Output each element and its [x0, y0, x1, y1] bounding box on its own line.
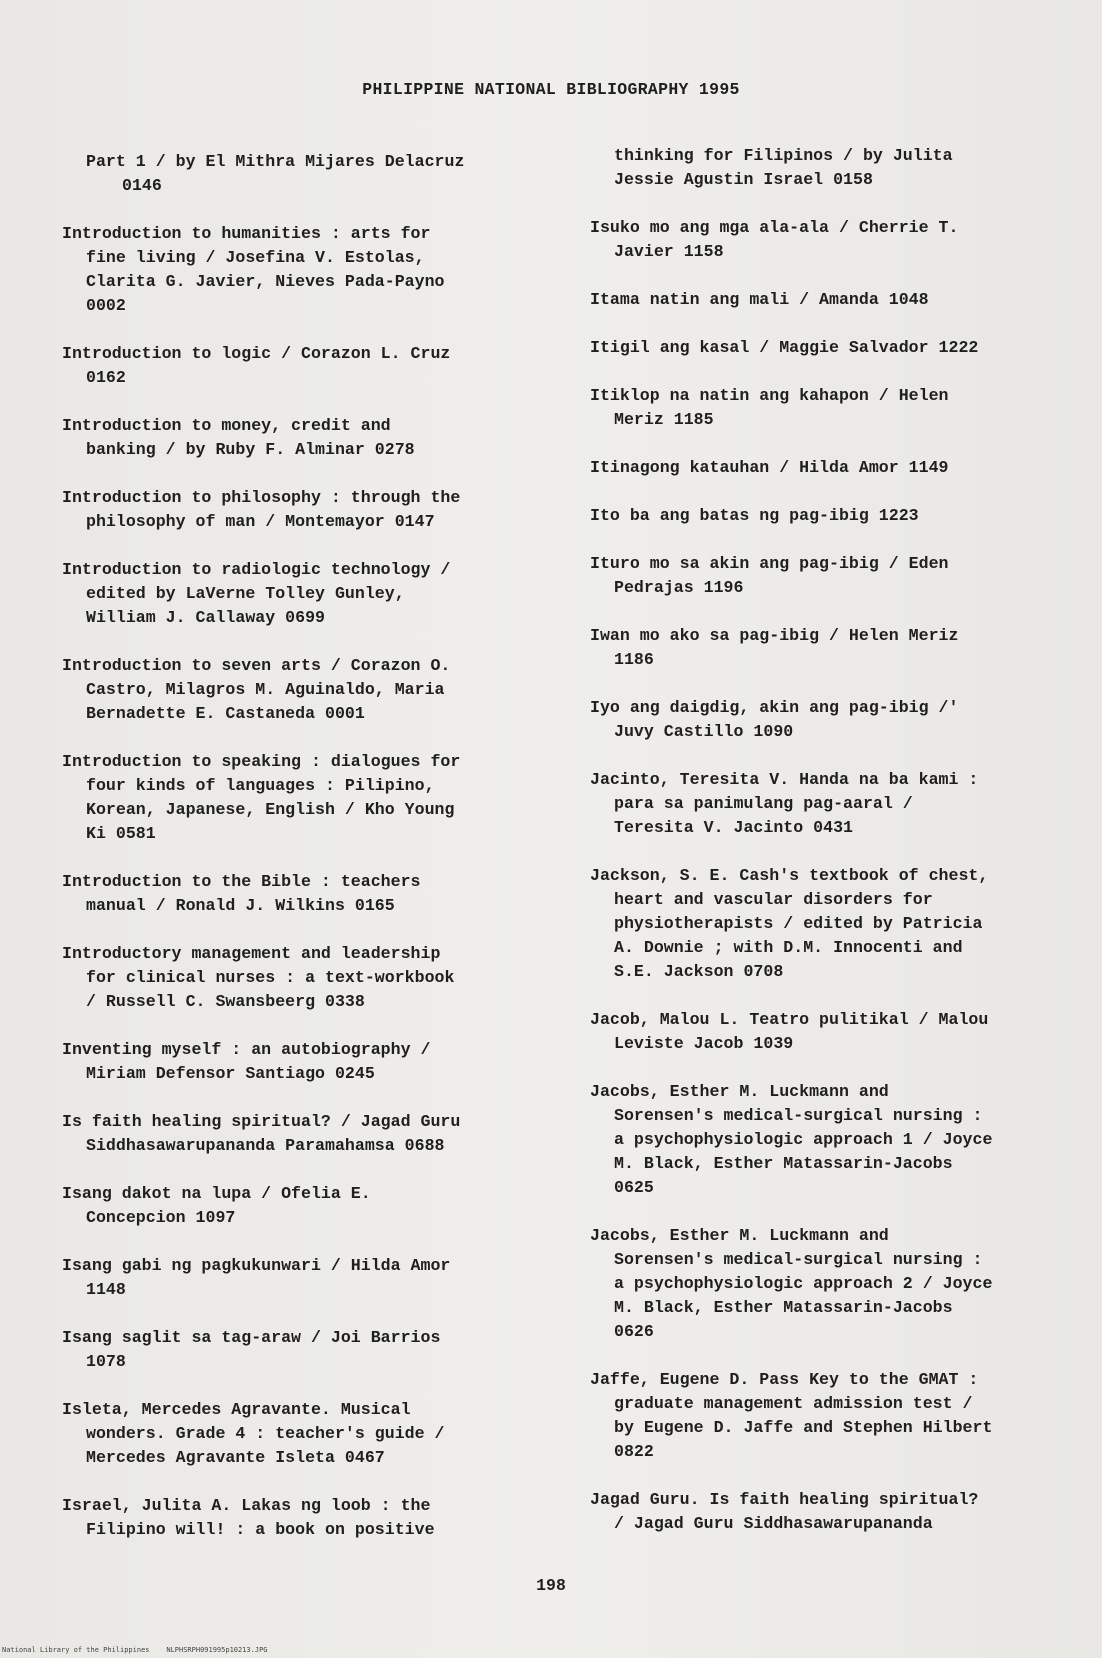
- entry-line: 0822: [614, 1442, 654, 1461]
- entry-line: a psychophysiologic approach 1 / Joyce: [614, 1130, 993, 1149]
- bibliography-entry: [590, 1368, 1090, 1464]
- entry-line: 1148: [86, 1280, 126, 1299]
- entry-line: Jacinto, Teresita V. Handa na ba kami :: [590, 770, 979, 789]
- entry-line: philosophy of man / Montemayor 0147: [86, 512, 435, 531]
- entry-line: Iwan mo ako sa pag-ibig / Helen Meriz: [590, 626, 959, 645]
- bibliography-entry: [62, 414, 554, 462]
- entry-line: manual / Ronald J. Wilkins 0165: [86, 896, 395, 915]
- entry-line: Isleta, Mercedes Agravante. Musical: [62, 1400, 411, 1419]
- entry-line: Ituro mo sa akin ang pag-ibig / Eden: [590, 554, 949, 573]
- right-column: [590, 144, 1090, 1560]
- bibliography-entry: [62, 222, 554, 318]
- entry-line: Jagad Guru. Is faith healing spiritual?: [590, 1490, 979, 1509]
- entry-line: Teresita V. Jacinto 0431: [614, 818, 853, 837]
- entry-line: for clinical nurses : a text-workbook: [86, 968, 455, 987]
- entry-line: Korean, Japanese, English / Kho Young: [86, 800, 455, 819]
- bibliography-entry: [590, 624, 1090, 672]
- entry-line: S.E. Jackson 0708: [614, 962, 784, 981]
- entry-line: wonders. Grade 4 : teacher's guide /: [86, 1424, 445, 1443]
- entry-line: para sa panimulang pag-aaral /: [614, 794, 913, 813]
- entry-line: 1078: [86, 1352, 126, 1371]
- entry-line: Clarita G. Javier, Nieves Pada-Payno: [86, 272, 445, 291]
- entry-line: Iyo ang daigdig, akin ang pag-ibig /': [590, 698, 959, 717]
- bibliography-entry: [590, 696, 1090, 744]
- entry-line: Isang saglit sa tag-araw / Joi Barrios: [62, 1328, 441, 1347]
- entry-line: 1186: [614, 650, 654, 669]
- entry-line: Introductory management and leadership: [62, 944, 441, 963]
- entry-line: Is faith healing spiritual? / Jagad Guru: [62, 1112, 461, 1131]
- bibliography-entry: [62, 1326, 554, 1374]
- entry-line: Jacob, Malou L. Teatro pulitikal / Malou: [590, 1010, 989, 1029]
- entry-line: Introduction to money, credit and: [62, 416, 391, 435]
- entry-line: Jacobs, Esther M. Luckmann and: [590, 1226, 889, 1245]
- bibliography-entry: [590, 1224, 1090, 1344]
- entry-line: fine living / Josefina V. Estolas,: [86, 248, 425, 267]
- bibliography-entry: [62, 942, 554, 1014]
- bibliography-entry: [590, 1008, 1090, 1056]
- entry-line: Ki 0581: [86, 824, 156, 843]
- entry-line: Itinagong katauhan / Hilda Amor 1149: [590, 458, 949, 477]
- entry-line: M. Black, Esther Matassarin-Jacobs: [614, 1298, 953, 1317]
- bibliography-entry: [62, 654, 554, 726]
- bibliography-entry: [62, 558, 554, 630]
- entry-line: Leviste Jacob 1039: [614, 1034, 794, 1053]
- left-column: [62, 150, 554, 1566]
- entry-line: Itama natin ang mali / Amanda 1048: [590, 290, 929, 309]
- entry-line: graduate management admission test /: [614, 1394, 973, 1413]
- entry-line: Sorensen's medical-surgical nursing :: [614, 1250, 983, 1269]
- entry-line: Isang gabi ng pagkukunwari / Hilda Amor: [62, 1256, 451, 1275]
- bibliography-entry: [590, 1488, 1090, 1536]
- bibliography-entry: [62, 1398, 554, 1470]
- entry-line: Israel, Julita A. Lakas ng loob : the: [62, 1496, 431, 1515]
- bibliography-entry: [590, 552, 1090, 600]
- entry-line: Mercedes Agravante Isleta 0467: [86, 1448, 385, 1467]
- bibliography-entry: [62, 150, 554, 198]
- bibliography-entry: [590, 336, 1090, 360]
- entry-line: Introduction to speaking : dialogues for: [62, 752, 461, 771]
- entry-line: Introduction to humanities : arts for: [62, 224, 431, 243]
- entry-line: / Russell C. Swansbeerg 0338: [86, 992, 365, 1011]
- bibliography-entry: [62, 1254, 554, 1302]
- bibliography-entry: [590, 504, 1090, 528]
- entry-line: M. Black, Esther Matassarin-Jacobs: [614, 1154, 953, 1173]
- entry-line: William J. Callaway 0699: [86, 608, 325, 627]
- entry-line: Javier 1158: [614, 242, 724, 261]
- bibliography-entry: [62, 870, 554, 918]
- entry-line: Castro, Milagros M. Aguinaldo, Maria: [86, 680, 445, 699]
- entry-line: Introduction to philosophy : through the: [62, 488, 461, 507]
- bibliography-entry: [590, 768, 1090, 840]
- entry-line: Part 1 / by El Mithra Mijares Delacruz: [86, 152, 465, 171]
- entry-line: by Eugene D. Jaffe and Stephen Hilbert: [614, 1418, 993, 1437]
- entry-line: Introduction to the Bible : teachers: [62, 872, 421, 891]
- entry-line: edited by LaVerne Tolley Gunley,: [86, 584, 405, 603]
- bibliography-entry: [590, 216, 1090, 264]
- entry-line: Introduction to logic / Corazon L. Cruz: [62, 344, 451, 363]
- bibliography-entry: [62, 1182, 554, 1230]
- entry-line: Jacobs, Esther M. Luckmann and: [590, 1082, 889, 1101]
- bibliography-entry: [590, 864, 1090, 984]
- entry-line: Introduction to seven arts / Corazon O.: [62, 656, 451, 675]
- entry-line: 0162: [86, 368, 126, 387]
- entry-line: Isang dakot na lupa / Ofelia E.: [62, 1184, 371, 1203]
- entry-line: Itiklop na natin ang kahapon / Helen: [590, 386, 949, 405]
- entry-line: A. Downie ; with D.M. Innocenti and: [614, 938, 963, 957]
- scan-footer: National Library of the Philippines NLPHSRPH091995p10213.JPG: [2, 1646, 268, 1654]
- bibliography-entry: [590, 144, 1090, 192]
- bibliography-entry: [590, 1080, 1090, 1200]
- entry-line: Jackson, S. E. Cash's textbook of chest,: [590, 866, 989, 885]
- entry-line: Introduction to radiologic technology /: [62, 560, 451, 579]
- entry-line: Miriam Defensor Santiago 0245: [86, 1064, 375, 1083]
- bibliography-entry: [590, 384, 1090, 432]
- entry-line: Itigil ang kasal / Maggie Salvador 1222: [590, 338, 979, 357]
- entry-line: heart and vascular disorders for: [614, 890, 933, 909]
- entry-line: Bernadette E. Castaneda 0001: [86, 704, 365, 723]
- entry-line: Isuko mo ang mga ala-ala / Cherrie T.: [590, 218, 959, 237]
- entry-line: / Jagad Guru Siddhasawarupananda: [614, 1514, 933, 1533]
- entry-line: banking / by Ruby F. Alminar 0278: [86, 440, 415, 459]
- entry-line: 0002: [86, 296, 126, 315]
- bibliography-entry: [590, 456, 1090, 480]
- bibliography-entry: [62, 342, 554, 390]
- entry-line: Jessie Agustin Israel 0158: [614, 170, 873, 189]
- entry-line: Sorensen's medical-surgical nursing :: [614, 1106, 983, 1125]
- entry-line: 0146: [122, 176, 162, 195]
- entry-line: Meriz 1185: [614, 410, 714, 429]
- bibliography-entry: [590, 288, 1090, 312]
- entry-line: Juvy Castillo 1090: [614, 722, 794, 741]
- entry-line: 0625: [614, 1178, 654, 1197]
- entry-line: Ito ba ang batas ng pag-ibig 1223: [590, 506, 919, 525]
- bibliography-entry: [62, 1494, 554, 1542]
- bibliography-entry: [62, 1038, 554, 1086]
- bibliography-entry: [62, 486, 554, 534]
- entry-line: Jaffe, Eugene D. Pass Key to the GMAT :: [590, 1370, 979, 1389]
- entry-line: Inventing myself : an autobiography /: [62, 1040, 431, 1059]
- entry-line: four kinds of languages : Pilipino,: [86, 776, 435, 795]
- bibliography-entry: [62, 750, 554, 846]
- entry-line: thinking for Filipinos / by Julita: [614, 146, 953, 165]
- entry-line: Filipino will! : a book on positive: [86, 1520, 435, 1539]
- entry-line: Siddhasawarupananda Paramahamsa 0688: [86, 1136, 445, 1155]
- page-number: 198: [536, 1576, 566, 1595]
- bibliography-entry: [62, 1110, 554, 1158]
- entry-line: Pedrajas 1196: [614, 578, 744, 597]
- entry-line: physiotherapists / edited by Patricia: [614, 914, 983, 933]
- entry-line: Concepcion 1097: [86, 1208, 236, 1227]
- entry-line: a psychophysiologic approach 2 / Joyce: [614, 1274, 993, 1293]
- running-head: PHILIPPINE NATIONAL BIBLIOGRAPHY 1995: [362, 80, 740, 99]
- entry-line: 0626: [614, 1322, 654, 1341]
